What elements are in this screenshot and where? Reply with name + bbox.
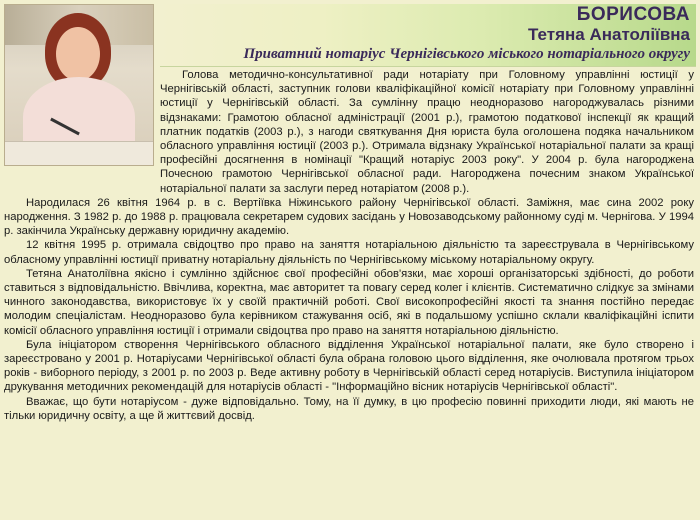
paragraph-5: Була ініціатором створення Чернігівського обласного відділення Української нотаріальної палати, яке було створено і зареєстровано у 2001 р. Нотаріусами Чернігівської області була обрана головою цього відділення, яке очолювала протягом трьох років - виборного періоду, з 2001 р. по 2003 р. Веде активну роботу в Чернігівській області серед нотаріусів. Виступила ініціатором друкування методичних рекомендацій для нотаріусів області - "Інформаційно вісник нотаріусів Чернігівської області". <box>4 338 694 394</box>
paragraph-1: Голова методично-консультативної ради нотаріату при Головному управлінні юстиції у Чернігівській області, заступник голови кваліфікаційної комісії нотаріату при Головному управлінні юстиції у Чернігівській області. За сумлінну працю неодноразово нагороджувалась різними відзнаками: Грамотою обласної адміністрації (2001 р.), грамотою податкової інспекції як кращий платник податків (2003 р.), з нагоди святкування Дня юриста була оголошена подяка начальником обласного управління юстиції (2003 р.). Отримала відзнаку Української нотаріальної палати за кращі професійні досягнення в номінації "Кращий нотаріус 2003 року". У 2004 р. була нагороджена Почесною грамотою Чернігівської обласної ради. Нагороджена почесним знаком Української нотаріальної палати за заслуги перед нотаріатом (2008 р.). <box>160 69 694 195</box>
given-name-heading: Тетяна Анатоліївна <box>528 25 690 44</box>
position-subtitle: Приватний нотаріус Чернігівського міського нотаріального округу <box>243 46 690 62</box>
surname-heading: БОРИСОВА <box>576 4 690 25</box>
paragraph-6: Вважає, що бути нотаріусом - дуже відповідально. Тому, на її думку, в цю професію повинні приходити люди, які мають не тільки юридичну освіту, а ще й життєвий досвід. <box>4 395 694 422</box>
header-banner <box>160 4 696 67</box>
paragraph-3: 12 квітня 1995 р. отримала свідоцтво про право на заняття нотаріальною діяльністю та зареєструвала в Чернігівському обласному управлінні юстиції приватну нотаріальну діяльність по Чернігівському міському нотаріальному округу. <box>4 239 694 266</box>
wrapped-intro <box>4 68 694 196</box>
paragraph-4: Тетяна Анатоліївна якісно і сумлінно здійснює свої професійні обов'язки, має хороші організаторські здібності, до роботи ставиться з відповідальністю. Ввічлива, коректна, має авторитет та повагу серед колег і клієнтів. Систематично слідкує за змінами чинного законодавства, використовує їх у своїй практичній роботі. Свої високопрофесійні якості та знання постійно передає молодим спеціалістам. Неодноразово була керівником стажування осіб, які в подальшому успішно склали кваліфікаційні іспити комісії обласного управління юстиції і отримали свідоцтва про право на заняття нотаріальною діяльністю. <box>4 267 694 337</box>
biography-text <box>4 68 694 423</box>
paragraph-2: Народилася 26 квітня 1964 р. в с. Вертіївка Ніжинського району Чернігівської області. Заміжня, має сина 2002 року народження. З 1982 р. до 1988 р. працювала секретарем судових засідань у Новозаводському районному суді м. Чернігова. У 1994 р. закінчила Українську державну юридичну академію. <box>4 196 694 238</box>
